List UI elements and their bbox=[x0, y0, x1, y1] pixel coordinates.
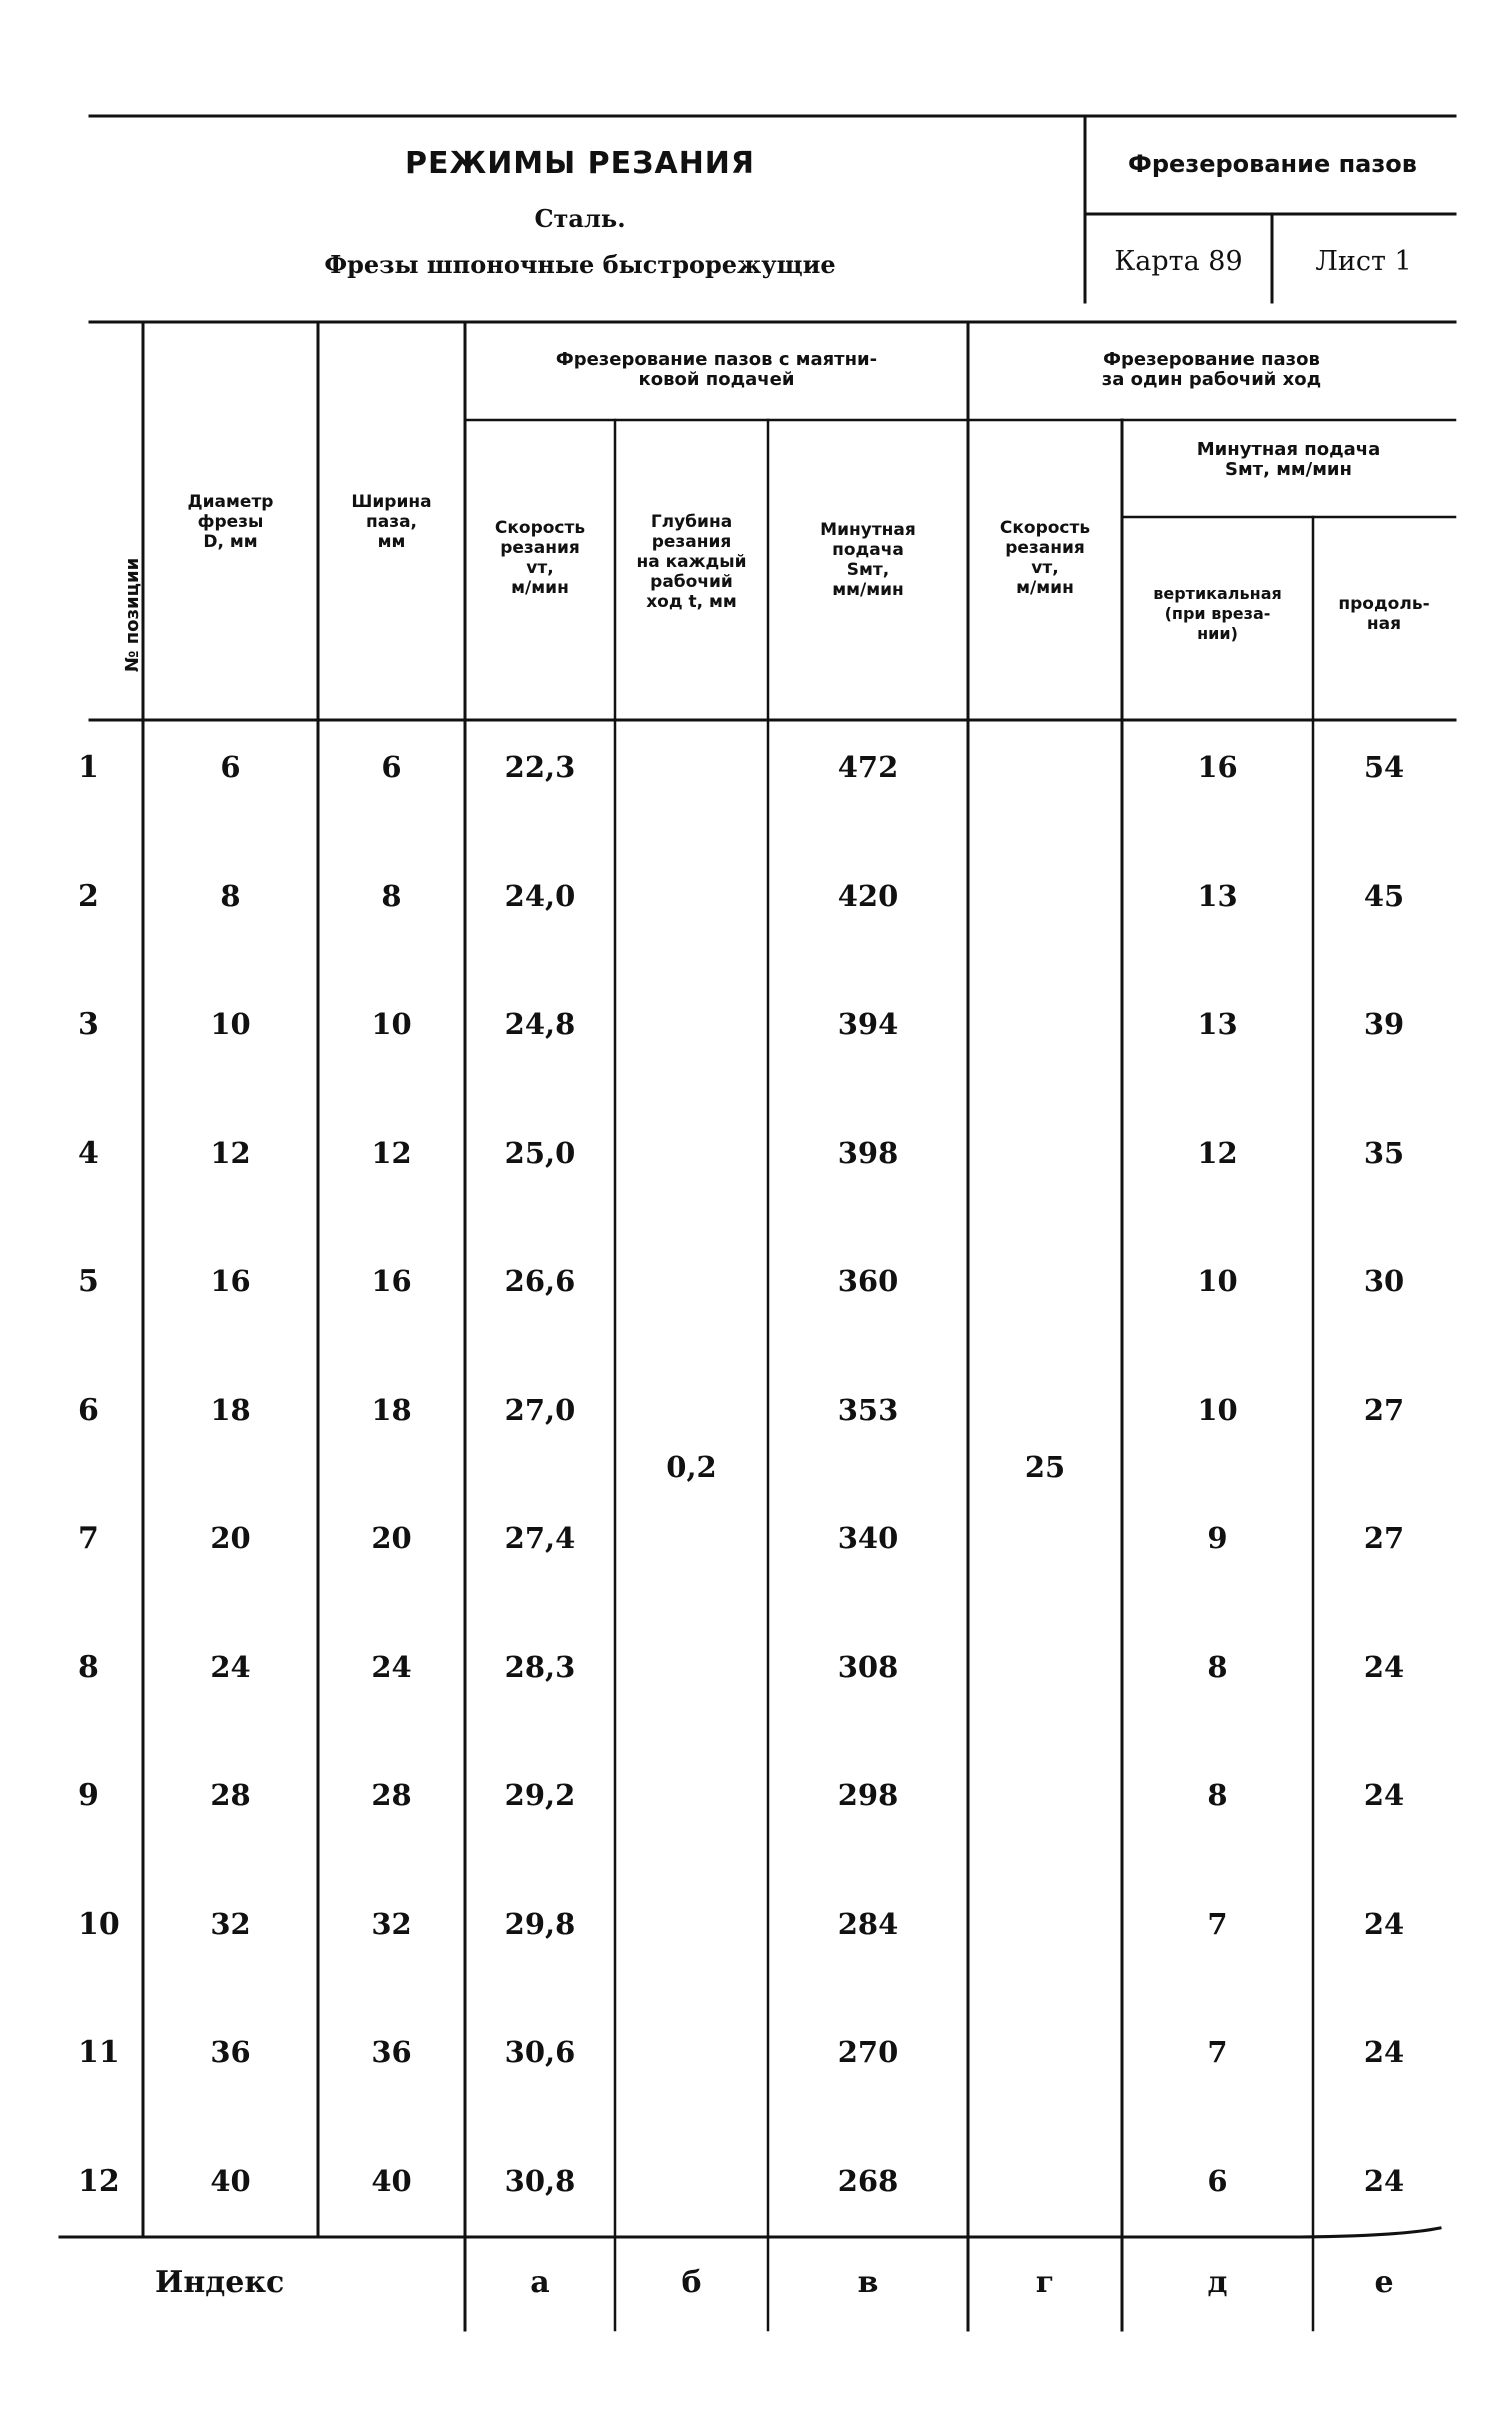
cell-slot-width: 16 bbox=[371, 1264, 412, 1298]
cell-vertical: 13 bbox=[1197, 1007, 1238, 1041]
header-group-single bbox=[968, 350, 1455, 390]
cell-vertical: 10 bbox=[1197, 1264, 1238, 1298]
cell-diameter: 10 bbox=[210, 1007, 251, 1041]
cell-longitudinal: 27 bbox=[1363, 1392, 1405, 1427]
cell-slot-width: 20 bbox=[371, 1521, 412, 1555]
header-slot-width-line: мм bbox=[377, 532, 406, 552]
cell-position-no: 8 bbox=[78, 1649, 99, 1685]
header-group-pendulum-line: Фрезерование пазов с маятни- bbox=[555, 349, 878, 370]
cell-longitudinal: 24 bbox=[1363, 2035, 1405, 2069]
cell-slot-width: 8 bbox=[381, 878, 402, 913]
cell-position-no: 11 bbox=[78, 2035, 120, 2070]
cell-diameter: 32 bbox=[210, 1906, 251, 1941]
cell-feed-v: 360 bbox=[837, 1264, 899, 1298]
index-a: а bbox=[530, 2265, 550, 2300]
header-slot-width bbox=[318, 492, 465, 552]
page-title: РЕЖИМЫ РЕЗАНИЯ bbox=[404, 146, 756, 181]
operation-label: Фрезерование пазов bbox=[1128, 150, 1417, 178]
cell-position-no: 2 bbox=[78, 878, 99, 914]
header-depth-line: резания bbox=[651, 532, 732, 552]
cell-slot-width: 36 bbox=[371, 2035, 412, 2069]
sheet-number: Лист 1 bbox=[1315, 246, 1412, 277]
cell-position-no: 5 bbox=[78, 1264, 99, 1299]
header-speed-a-line: vт, bbox=[526, 558, 554, 578]
cell-slot-width: 40 bbox=[371, 2163, 412, 2198]
header-speed-g-line: м/мин bbox=[1016, 578, 1074, 598]
index-g: г bbox=[1035, 2265, 1055, 2300]
cell-diameter: 18 bbox=[210, 1392, 251, 1427]
header-speed-g bbox=[968, 518, 1122, 598]
cell-longitudinal: 27 bbox=[1363, 1521, 1405, 1555]
cell-longitudinal: 54 bbox=[1363, 750, 1405, 784]
cell-speed-a: 24,8 bbox=[504, 1007, 576, 1041]
header-feed-v-line: мм/мин bbox=[832, 580, 904, 600]
cell-vertical: 13 bbox=[1197, 878, 1238, 913]
header-speed-g-line: vт, bbox=[1031, 558, 1059, 578]
material-label: Сталь. bbox=[534, 204, 626, 233]
header-speed-a-line: м/мин bbox=[511, 578, 569, 598]
cell-position-no: 10 bbox=[78, 1906, 120, 1942]
header-position-no: № позиции bbox=[122, 557, 143, 673]
cell-feed-v: 308 bbox=[837, 1649, 899, 1684]
cell-longitudinal: 24 bbox=[1363, 1778, 1405, 1812]
cell-vertical: 16 bbox=[1197, 750, 1238, 784]
header-depth-line: рабочий bbox=[650, 572, 733, 592]
cell-speed-a: 30,6 bbox=[504, 2035, 576, 2069]
cell-vertical: 12 bbox=[1197, 1135, 1238, 1170]
header-speed-a-line: резания bbox=[500, 538, 580, 558]
cell-speed-a: 29,8 bbox=[504, 1906, 576, 1941]
cell-speed-a: 30,8 bbox=[504, 2163, 576, 2198]
index-e: е bbox=[1374, 2265, 1394, 2300]
cell-position-no: 3 bbox=[78, 1007, 99, 1042]
cell-position-no: 7 bbox=[78, 1521, 99, 1556]
cell-speed-a: 29,2 bbox=[504, 1778, 576, 1812]
cell-slot-width: 6 bbox=[381, 750, 402, 784]
cell-diameter: 28 bbox=[210, 1778, 251, 1812]
header-depth-line: ход t, мм bbox=[646, 592, 737, 612]
cell-slot-width: 28 bbox=[371, 1778, 412, 1812]
cell-longitudinal: 39 bbox=[1363, 1007, 1405, 1041]
index-label: Индекс bbox=[155, 2265, 285, 2300]
header-feed-v-line: Минутная bbox=[820, 520, 916, 540]
cell-diameter: 16 bbox=[210, 1264, 251, 1298]
cell-diameter: 36 bbox=[210, 2035, 251, 2069]
header-diameter bbox=[143, 492, 318, 552]
cell-feed-v: 270 bbox=[837, 2035, 899, 2069]
cell-speed-a: 22,3 bbox=[504, 750, 576, 784]
cell-speed-a: 24,0 bbox=[504, 878, 576, 913]
cell-position-no: 1 bbox=[78, 750, 99, 785]
speed-g-merged-value: 25 bbox=[1024, 1450, 1066, 1484]
cell-vertical: 8 bbox=[1207, 1649, 1228, 1684]
header-feed-v bbox=[768, 520, 968, 600]
header-depth-line: Глубина bbox=[650, 512, 733, 532]
cell-diameter: 20 bbox=[210, 1521, 251, 1555]
cell-longitudinal: 24 bbox=[1363, 2163, 1405, 2198]
cell-slot-width: 24 bbox=[371, 1649, 412, 1684]
header-slot-width-line: паза, bbox=[365, 512, 418, 532]
cell-slot-width: 10 bbox=[371, 1007, 412, 1041]
cell-longitudinal: 45 bbox=[1363, 878, 1405, 913]
cell-longitudinal: 24 bbox=[1363, 1906, 1405, 1941]
cell-vertical: 10 bbox=[1197, 1392, 1238, 1427]
header-speed-g-line: Скорость bbox=[999, 518, 1091, 538]
cell-slot-width: 18 bbox=[371, 1392, 412, 1427]
cell-speed-a: 25,0 bbox=[504, 1135, 576, 1170]
header-group-pendulum-line: ковой подачей bbox=[638, 369, 795, 390]
cell-feed-v: 398 bbox=[837, 1135, 899, 1170]
cell-longitudinal: 30 bbox=[1363, 1264, 1405, 1298]
header-vertical bbox=[1122, 584, 1313, 644]
cell-slot-width: 32 bbox=[371, 1906, 412, 1941]
cell-feed-v: 340 bbox=[837, 1521, 899, 1555]
cell-feed-v: 284 bbox=[837, 1906, 899, 1941]
header-depth-line: на каждый bbox=[636, 552, 747, 572]
cell-vertical: 9 bbox=[1207, 1521, 1228, 1555]
header-speed-a bbox=[465, 518, 615, 598]
header-feed-group-line: Sмт, мм/мин bbox=[1225, 459, 1352, 480]
cell-speed-a: 27,4 bbox=[504, 1521, 576, 1555]
cell-longitudinal: 24 bbox=[1363, 1649, 1405, 1684]
cell-feed-v: 394 bbox=[837, 1007, 899, 1041]
cell-feed-v: 353 bbox=[837, 1392, 899, 1427]
index-v: в bbox=[857, 2265, 879, 2300]
card-number: Карта 89 bbox=[1114, 246, 1243, 277]
header-depth bbox=[615, 512, 768, 612]
cell-speed-a: 27,0 bbox=[504, 1392, 576, 1427]
cell-position-no: 4 bbox=[78, 1135, 99, 1171]
header-group-pendulum bbox=[465, 350, 968, 390]
header-speed-g-line: резания bbox=[1005, 538, 1085, 558]
header-longitudinal bbox=[1313, 594, 1455, 634]
tool-label: Фрезы шпоночные быстрорежущие bbox=[324, 250, 836, 279]
header-feed-group-line: Минутная подача bbox=[1196, 439, 1381, 460]
cell-diameter: 6 bbox=[220, 750, 241, 784]
header-longitudinal-line: ная bbox=[1366, 614, 1402, 634]
cell-vertical: 7 bbox=[1207, 1906, 1228, 1941]
header-diameter-line: фрезы bbox=[197, 512, 264, 532]
header-diameter-line: D, мм bbox=[203, 532, 258, 552]
header-group-single-line: Фрезерование пазов bbox=[1103, 349, 1320, 370]
cell-slot-width: 12 bbox=[371, 1135, 412, 1170]
cell-vertical: 6 bbox=[1207, 2163, 1228, 2198]
cell-longitudinal: 35 bbox=[1363, 1135, 1405, 1170]
header-slot-width-line: Ширина bbox=[351, 492, 432, 512]
cell-position-no: 9 bbox=[78, 1778, 99, 1813]
cell-feed-v: 268 bbox=[837, 2163, 899, 2198]
cell-diameter: 40 bbox=[210, 2163, 251, 2198]
cell-diameter: 8 bbox=[220, 878, 241, 913]
header-vertical-line: (при вреза- bbox=[1164, 604, 1271, 623]
cell-feed-v: 472 bbox=[837, 750, 899, 784]
header-vertical-line: нии) bbox=[1197, 624, 1238, 643]
cell-vertical: 8 bbox=[1207, 1778, 1228, 1812]
cell-feed-v: 298 bbox=[837, 1778, 899, 1812]
header-group-single-line: за один рабочий ход bbox=[1101, 369, 1322, 390]
cell-speed-a: 28,3 bbox=[504, 1649, 576, 1684]
header-feed-v-line: подача bbox=[832, 540, 904, 560]
header-speed-a-line: Скорость bbox=[494, 518, 586, 538]
index-b: б bbox=[681, 2265, 702, 2300]
cell-feed-v: 420 bbox=[837, 878, 899, 913]
header-feed-group bbox=[1122, 440, 1455, 480]
cell-position-no: 12 bbox=[78, 2163, 120, 2199]
cell-speed-a: 26,6 bbox=[504, 1264, 576, 1298]
cell-position-no: 6 bbox=[78, 1392, 99, 1428]
header-vertical-line: вертикальная bbox=[1153, 584, 1282, 603]
depth-merged-value: 0,2 bbox=[666, 1450, 717, 1484]
cell-diameter: 24 bbox=[210, 1649, 251, 1684]
header-diameter-line: Диаметр bbox=[187, 492, 274, 512]
cell-diameter: 12 bbox=[210, 1135, 251, 1170]
index-d: д bbox=[1207, 2265, 1228, 2300]
header-feed-v-line: Sмт, bbox=[846, 560, 890, 580]
header-longitudinal-line: продоль- bbox=[1338, 594, 1430, 614]
cell-vertical: 7 bbox=[1207, 2035, 1228, 2069]
